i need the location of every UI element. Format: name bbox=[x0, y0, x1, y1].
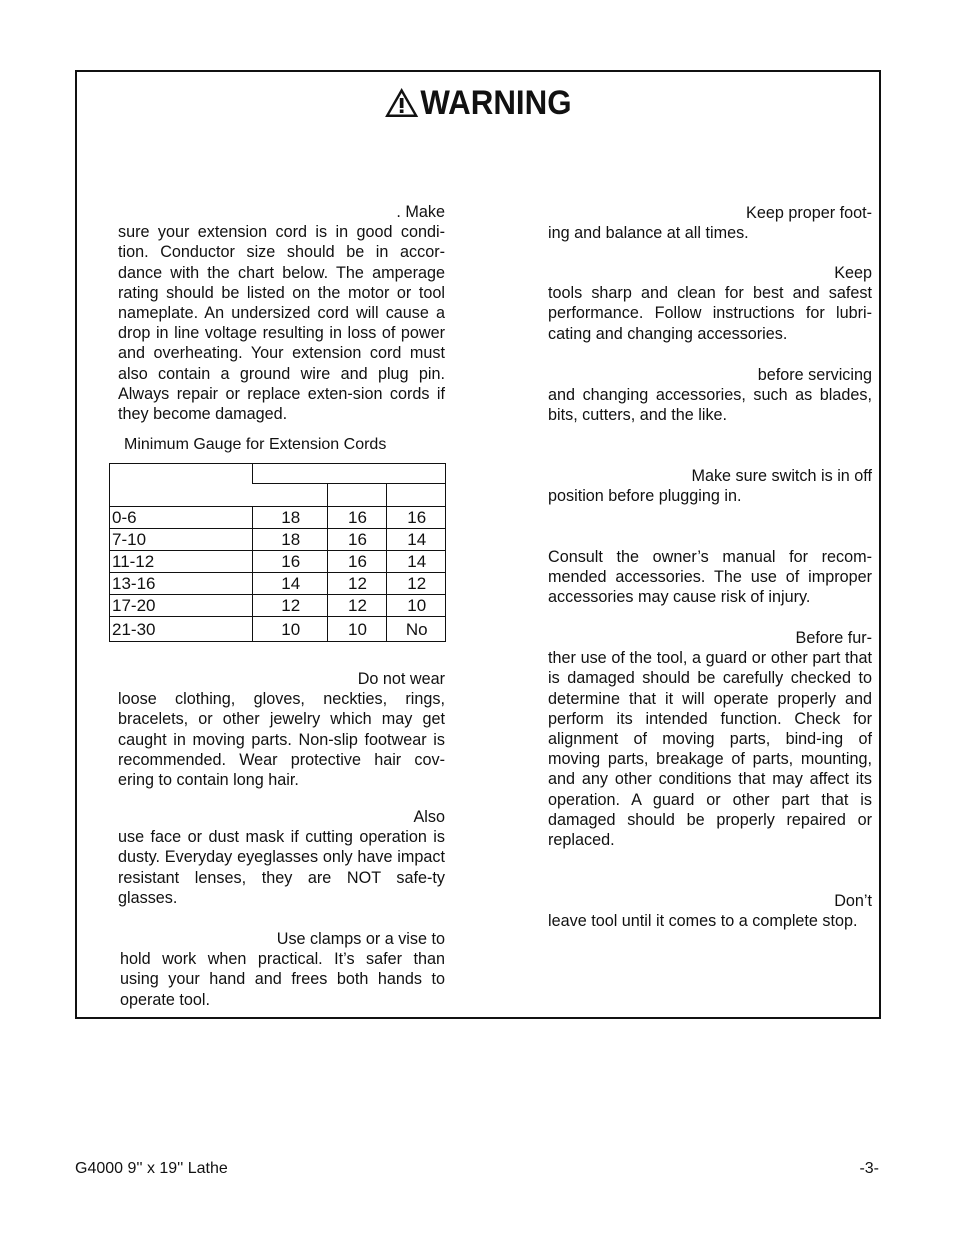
warning-triangle-icon bbox=[384, 86, 419, 118]
clothing-paragraph: Do not wear loose clothing, gloves, neckties, rings, bracelets, or other jewelry which may get caught in moving parts. Non-slip footwear is recommended. Wear protective hair cov-ering to contain long hair. bbox=[118, 670, 445, 790]
glasses-paragraph: Also use face or dust mask if cutting operation is dusty. Everyday eyeglasses only have impact resistant lenses, they are NOT safe-ty glasses. bbox=[118, 808, 445, 907]
warning-title: WARNING bbox=[420, 84, 572, 122]
footing-paragraph: Keep proper foot- ing and balance at all times. bbox=[548, 204, 872, 243]
table-row: 13-16 14 12 12 bbox=[110, 573, 446, 595]
table-row: 21-30 10 10 No bbox=[110, 617, 446, 642]
warning-heading bbox=[109, 84, 847, 123]
clamps-paragraph: Use clamps or a vise to hold work when practical. It’s safer than using your hand and frees both hands to operate tool. bbox=[120, 930, 445, 1009]
table-row: 11-12 16 16 14 bbox=[110, 551, 446, 573]
switch-paragraph: Make sure switch is in off position before plugging in. bbox=[548, 467, 872, 506]
sharp-tools-paragraph: Keep tools sharp and clean for best and safest performance. Follow instructions for lubri-cating and changing accessories. bbox=[548, 264, 872, 343]
stop-paragraph: Don’t leave tool until it comes to a complete stop. bbox=[548, 892, 872, 931]
gauge-table bbox=[109, 463, 446, 642]
page-number: -3- bbox=[859, 1160, 879, 1177]
servicing-paragraph: before servicing and changing accessories, such as blades, bits, cutters, and the like. bbox=[548, 366, 872, 425]
table-row: 17-20 12 12 10 bbox=[110, 595, 446, 617]
guard-paragraph: Before fur- ther use of the tool, a guard or other part that is damaged should be carefully checked to determine that it will operate properly and perform its intended function. Check for alignment of moving parts, bind-ing of moving parts, breakage of parts, mounting, and any other conditions that may affect its operation. A guard or other part that is damaged should be properly repaired or replaced. bbox=[548, 629, 872, 850]
accessories-paragraph: Consult the owner’s manual for recom-mended accessories. The use of improper accessories may cause risk of injury. bbox=[548, 548, 872, 607]
table-row: 7-10 18 16 14 bbox=[110, 529, 446, 551]
footer-model: G4000 9'' x 19'' Lathe bbox=[75, 1160, 228, 1177]
table-header-row bbox=[110, 464, 446, 484]
table-row: 0-6 18 16 16 bbox=[110, 507, 446, 529]
extension-cord-paragraph: . Make sure your extension cord is in good condi-tion. Conductor size should be in accor-dance with the chart below. The amperage rating should be listed on the motor or tool nameplate. An undersized cord will cause a drop in line voltage resulting in loss of power and overheating. Your extension cord must also contain a ground wire and plug pin. Always repair or replace exten-sion cords if they become damaged. bbox=[118, 203, 445, 424]
table-caption: Minimum Gauge for Extension Cords bbox=[124, 436, 387, 453]
